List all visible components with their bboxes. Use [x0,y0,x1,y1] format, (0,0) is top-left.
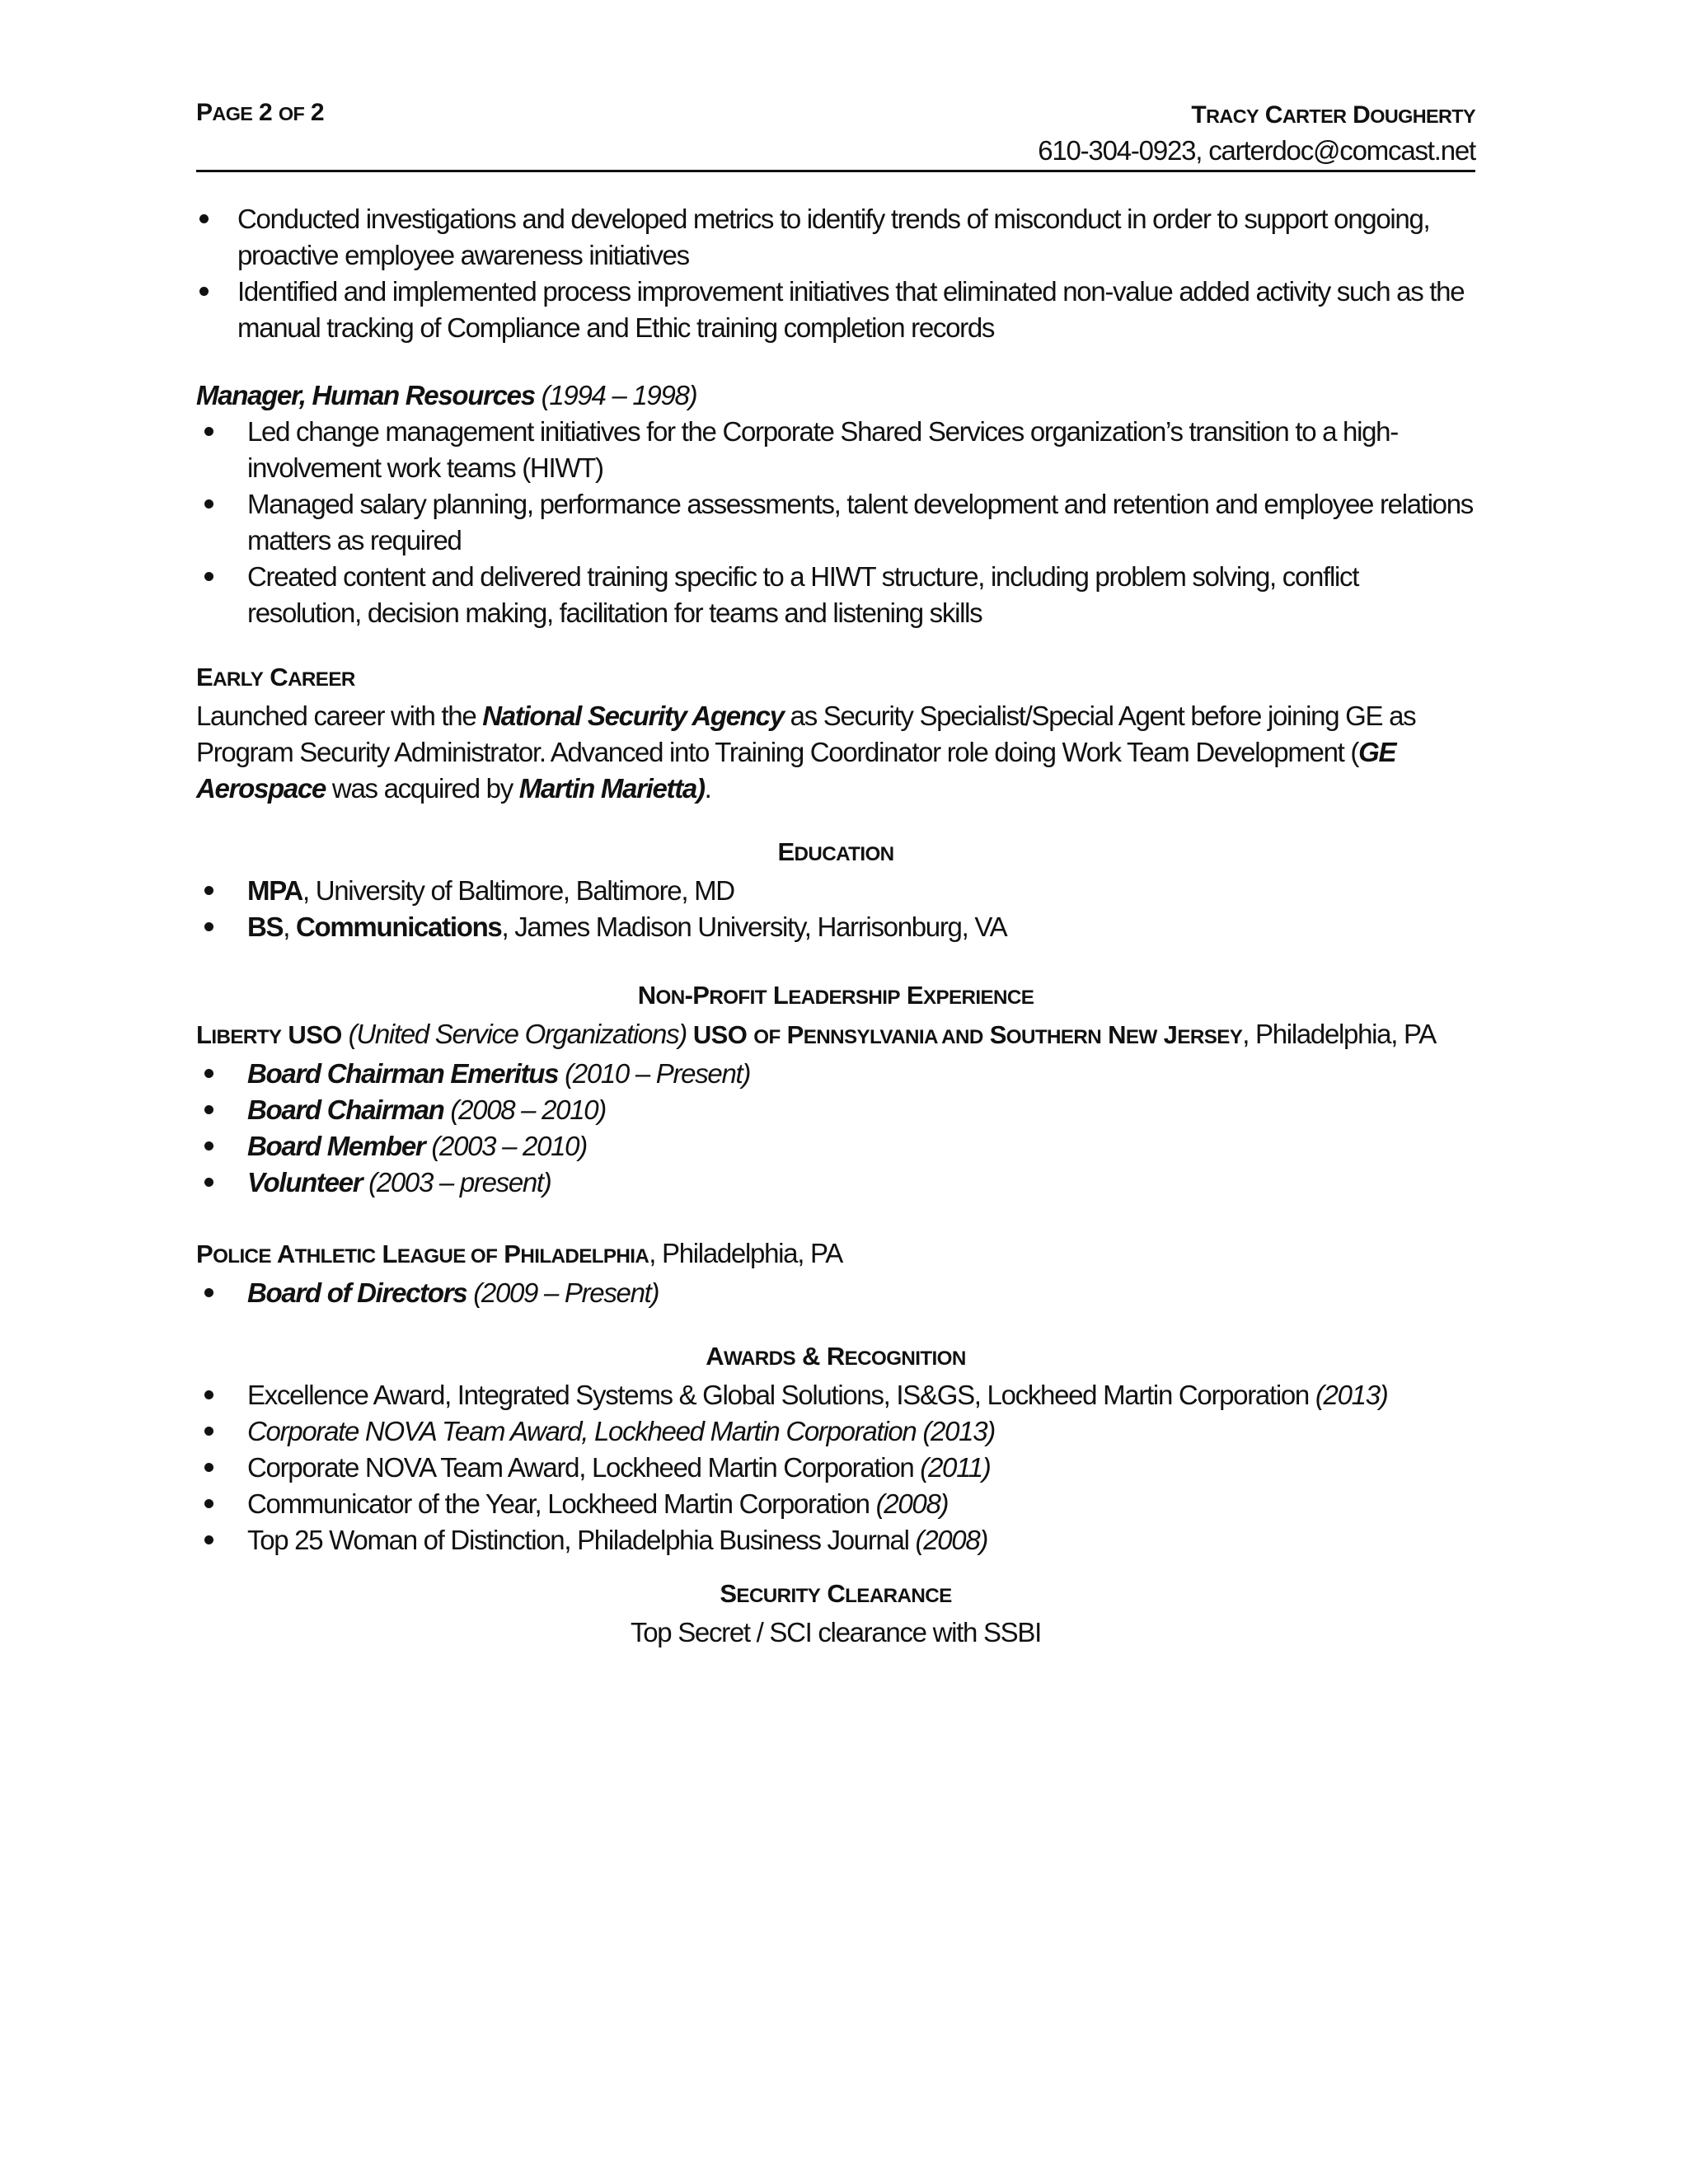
list-item: Corporate NOVA Team Award, Lockheed Martin Corporation (2011) [196,1450,1475,1486]
manager-role-section [196,377,1475,631]
list-item: Board Member (2003 – 2010) [196,1128,1475,1165]
header-contact-block [1038,99,1475,169]
page-number-label: PAGE 2 OF 2 [196,99,324,126]
list-item: Top 25 Woman of Distinction, Philadelphia Business Journal (2008) [196,1522,1475,1558]
list-item: Created content and delivered training specific to a HIWT structure, including problem solving, conflict resolution, decision making, facilitation for teams and listening skills [196,559,1475,631]
section-heading: NON-PROFIT LEADERSHIP EXPERIENCE [637,981,1034,1010]
list-item: Excellence Award, Integrated Systems & Global Solutions, IS&GS, Lockheed Martin Corporation (2013) [196,1377,1475,1413]
candidate-name: TRACY CARTER DOUGHERTY [1191,101,1475,129]
section-heading: EARLY CAREER [196,663,355,691]
org-line-police-athletic-league: POLICE ATHLETIC LEAGUE OF PHILADELPHIA, Philadelphia, PA [196,1238,842,1268]
list-item: Volunteer (2003 – present) [196,1165,1475,1201]
section-heading: EDUCATION [777,837,894,866]
header-divider [196,170,1475,172]
early-career-section [196,659,1475,807]
list-item: Corporate NOVA Team Award, Lockheed Martin Corporation (2013) [196,1413,1475,1450]
org-line-liberty-uso: LIBERTY USO (United Service Organizations) USO OF PENNSYLVANIA AND SOUTHERN NEW JERSEY, Philadelphia, PA [196,1019,1436,1049]
list-item: MPA, University of Baltimore, Baltimore, MD [196,873,1475,909]
section-heading: AWARDS & RECOGNITION [706,1342,966,1371]
list-item: Led change management initiatives for the Corporate Shared Services organization’s transition to a high-involvement work teams (HIWT) [196,414,1475,486]
nonprofit-section [196,977,1475,1311]
list-item: Board Chairman Emeritus (2010 – Present) [196,1056,1475,1092]
early-career-text: Launched career with the National Security Agency as Security Specialist/Special Agent before joining GE as Program Security Administrator. Advanced into Training Coordinator role doing Work Team Development (GE Aerospace was acquired by Martin Marietta). [196,701,1416,804]
prior-role-bullets [196,201,1475,346]
list-item: Identified and implemented process improvement initiatives that eliminated non-value added activity such as the manual tracking of Compliance and Ethic training completion records [196,274,1475,346]
security-clearance-section [196,1576,1475,1651]
education-section [196,834,1475,945]
contact-info: 610-304-0923, carterdoc@comcast.net [1038,135,1475,166]
list-item: BS, Communications, James Madison University, Harrisonburg, VA [196,909,1475,945]
list-item: Board of Directors (2009 – Present) [196,1275,1475,1311]
list-item: Communicator of the Year, Lockheed Martin Corporation (2008) [196,1486,1475,1522]
awards-section [196,1338,1475,1558]
list-item: Managed salary planning, performance assessments, talent development and retention and employee relations matters as required [196,486,1475,559]
list-item: Conducted investigations and developed metrics to identify trends of misconduct in order to support ongoing, proactive employee awareness initiatives [196,201,1475,274]
section-heading: SECURITY CLEARANCE [720,1579,952,1608]
clearance-text: Top Secret / SCI clearance with SSBI [631,1617,1041,1647]
role-heading: Manager, Human Resources (1994 – 1998) [196,380,697,410]
list-item: Board Chairman (2008 – 2010) [196,1092,1475,1128]
